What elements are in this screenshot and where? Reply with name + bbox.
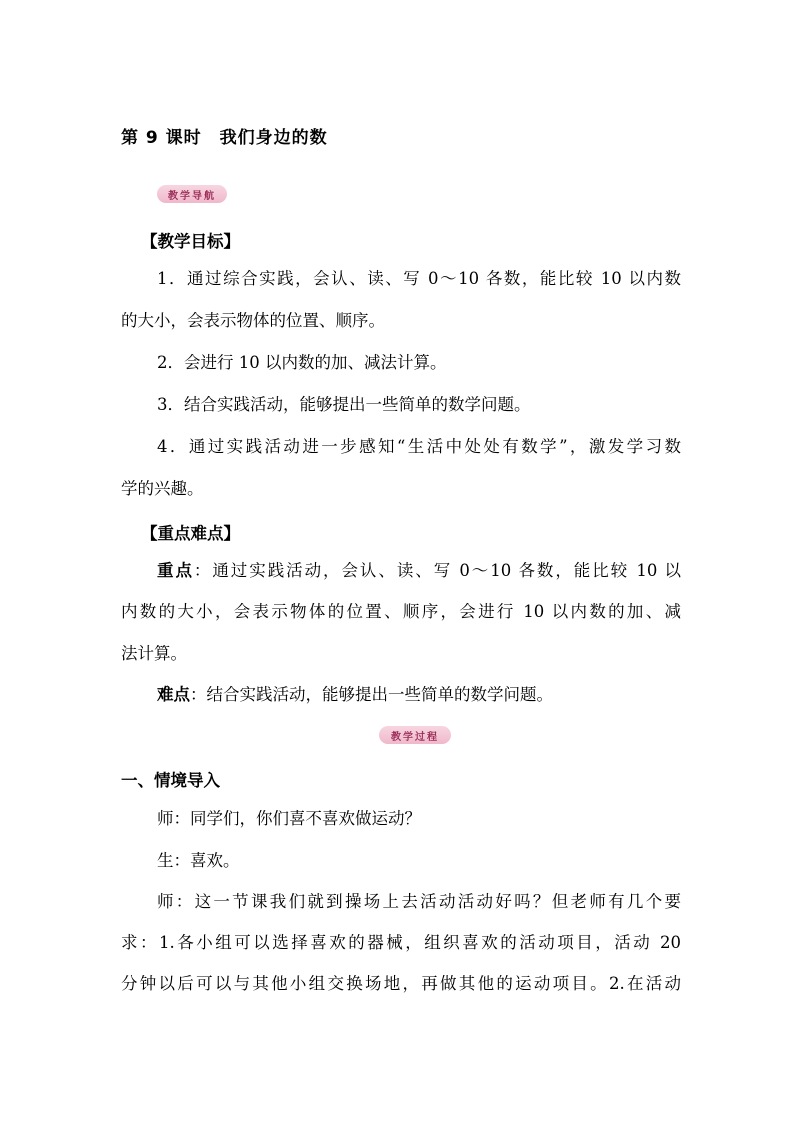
- objectives-heading: 【教学目标】: [141, 232, 240, 251]
- objective-1-line-2: 的大小，会表示物体的位置、顺序。: [121, 311, 385, 330]
- teaching-process-badge: 教学过程: [379, 726, 451, 744]
- teacher-line-3: 求：1.各小组可以选择喜欢的器械，组织喜欢的活动项目，活动 20: [121, 933, 681, 952]
- difficulty-line: [157, 684, 681, 706]
- difficulty-label: 难点: [157, 685, 190, 704]
- teacher-line-1: 师：同学们，你们喜不喜欢做运动？: [157, 809, 421, 828]
- teacher-line-2: 师：这一节课我们就到操场上去活动活动好吗？但老师有几个要: [157, 892, 681, 911]
- focus-text-1: ：通过实践活动，会认、读、写 0～10 各数，能比较 10 以: [193, 561, 682, 580]
- focus-line-2: 内数的大小，会表示物体的位置、顺序，会进行 10 以内数的加、减: [121, 602, 681, 621]
- objective-4-line-2: 学的兴趣。: [121, 479, 204, 498]
- lesson-title: 第 9 课时 我们身边的数: [121, 128, 328, 148]
- objective-1-line-1: 1．通过综合实践，会认、读、写 0～10 各数，能比较 10 以内数: [157, 269, 681, 288]
- key-points-heading: 【重点难点】: [141, 524, 240, 543]
- objective-4-line-1: 4．通过实践活动进一步感知“生活中处处有数学”，激发学习数: [157, 437, 681, 456]
- student-line-1: 生：喜欢。: [157, 851, 240, 870]
- objective-2: 2．会进行 10 以内数的加、减法计算。: [157, 353, 447, 372]
- section-1-heading: 一、情境导入: [121, 771, 220, 790]
- difficulty-text: ：结合实践活动，能够提出一些简单的数学问题。: [190, 685, 553, 704]
- focus-line-1: [157, 560, 681, 582]
- teaching-navigation-badge: 教学导航: [157, 185, 227, 203]
- focus-line-3: 法计算。: [121, 644, 187, 663]
- objective-3: 3．结合实践活动，能够提出一些简单的数学问题。: [157, 395, 531, 414]
- teacher-line-4: 分钟以后可以与其他小组交换场地，再做其他的运动项目。2.在活动: [121, 974, 681, 993]
- focus-label: 重点: [157, 561, 194, 580]
